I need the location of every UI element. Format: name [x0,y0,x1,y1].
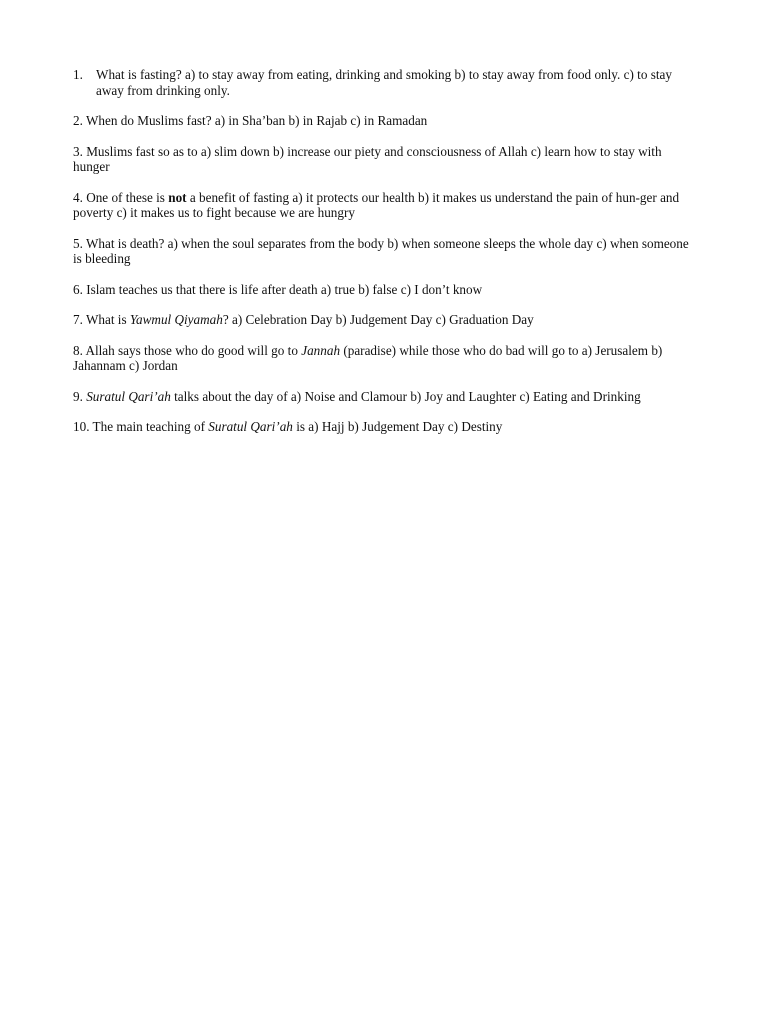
question-number: 1. [73,67,83,82]
question-1 [73,67,697,98]
question-4 [73,190,697,221]
question-7 [73,312,697,328]
question-text-continued: (paradise) while those who do bad will go to a) Jerusalem b) Jahannam c) Jordan [73,342,663,373]
question-3 [73,144,697,175]
term-suratul-qariah: Suratul Qari’ah [86,388,171,404]
question-text-continued: is a) Hajj b) Judgement Day c) Destiny [292,419,503,434]
question-text-continued: a benefit of fasting a) it protects our health b) it makes us understand the pain of hun-ger and poverty c) it makes us to fight because we are hungry [73,189,680,220]
question-text-continued: talks about the day of a) Noise and Clamour b) Joy and Laughter c) Eating and Drinking [170,388,641,404]
question-8 [73,343,697,374]
question-list [73,67,697,450]
question-text: 6. Islam teaches us that there is life after death a) true b) false c) I don’t know [73,281,483,297]
question-text: 4. One of these is [73,189,169,205]
question-text: 2. When do Muslims fast? a) in Sha’ban b) in Rajab c) in Ramadan [73,113,428,128]
question-text: 8. Allah says those who do good will go to [73,342,302,358]
term-suratul-qariah: Suratul Qari’ah [208,419,293,434]
question-9 [73,389,697,405]
question-2 [73,113,697,129]
question-text: 7. What is [73,312,130,327]
term-yawmul-qiyamah: Yawmul Qiyamah [129,312,223,327]
question-10 [73,419,697,435]
question-5 [73,236,697,267]
question-text: 10. The main teaching of [73,419,209,434]
question-text: 9. [73,388,87,404]
question-text: 3. Muslims fast so as to a) slim down b) increase our piety and consciousness of Allah c) learn how to stay with hunger [73,143,662,174]
emphasis-not: not [168,189,187,205]
question-text: What is fasting? a) to stay away from eating, drinking and smoking b) to stay away from food only. c) to stay away from drinking only. [96,67,672,98]
question-text: 5. What is death? a) when the soul separates from the body b) when someone sleeps the whole day c) when someone is bleeding [73,235,689,266]
question-6 [73,282,697,298]
question-text-continued: ? a) Celebration Day b) Judgement Day c) Graduation Day [222,312,534,327]
term-jannah: Jannah [301,342,341,358]
